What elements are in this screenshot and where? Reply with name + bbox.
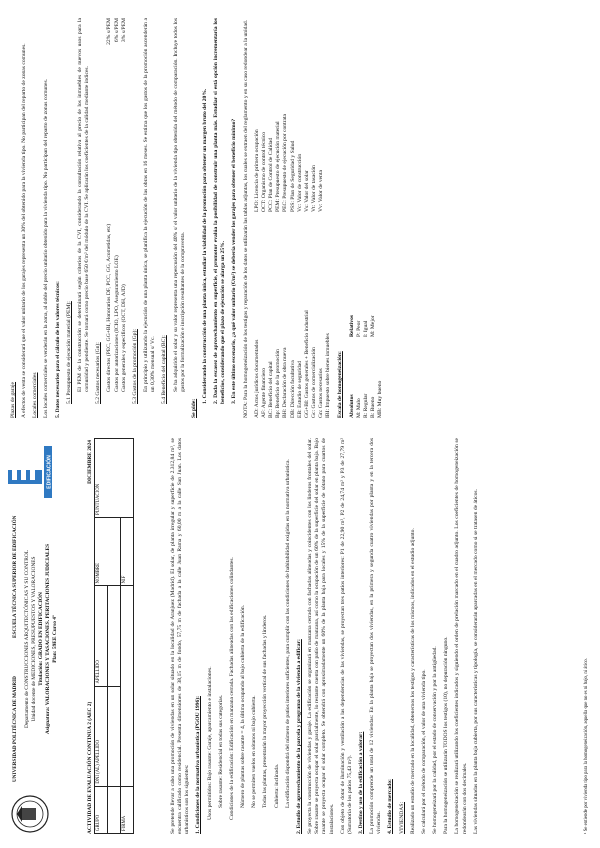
section-1-title: 1. Condiciones de la normativa urbanística (PGOU 1996):: [195, 696, 202, 834]
university-name: UNIVERSIDAD POLITÉCNICA DE MADRID: [12, 676, 18, 782]
edificacion-logo-icon: [8, 444, 54, 500]
course-info: [24, 504, 59, 774]
ask-item: 1. Considerando la construcción de una planta única, estudiar la viabilidad de la promoción para obtener un margen bruto del 20%.: [201, 88, 208, 404]
abbr-item: OCT: Organismo de control técnico: [260, 131, 267, 212]
s4-label: VIVIENDAS:: [398, 801, 405, 834]
expense-row: [114, 18, 121, 418]
ask-item: 3. En este último escenario, ¿a qué valor unitario (€/m²) se debería vender los garajes para obtener el beneficio mínimo?: [231, 118, 238, 404]
scale-item: R: Regular: [362, 393, 369, 418]
scale-header: Relativos: [348, 314, 355, 337]
s51-paragraph: El PEM de la construcción se determinará según criterios de la CVI, considerando la consultación relativa al precio de los inmuebles de nuevos usos para la comunidad y pendiente. Se tomará como precio base 650 €/m² del módulo de la CVI. Se aplicarán los coeficientes de la calidad mediante índices.: [76, 18, 91, 392]
scale-item: I: Igual: [362, 320, 369, 337]
abbr-item: Vv: Valor de venta: [318, 170, 325, 212]
table-row: [95, 439, 108, 834]
s4-paragraph: Las viviendas situadas en la planta baja cubierta, por sus características y tipología, se considerarán aparcadas en el mercado como si se tratasen de áticos.: [472, 489, 479, 834]
garages-paragraph: A efectos de venta se considerará que el valor unitario de los garajes representa un 30% del obtenido para la vivienda tipo. No participan del reparto de zonas comunes.: [21, 43, 28, 418]
department-line: Departamento de CONSTRUCCIONES ARQUITECTÓNICAS Y SU CONTROL: [24, 549, 30, 729]
s1-line: La edificación dispondrá del número de patios interiores suficientes, para cumplir con las condiciones de habitabilidad exigidas en la normativa urbanística.: [284, 459, 291, 808]
s4-paragraph: Para la homogeneización se utilizarán TODOS los testigos (10), no depuración ninguno.: [443, 636, 450, 834]
section-3-title: 3. Destino y uso de la edificación a valorar:: [357, 731, 364, 834]
s54-paragraph: Se ha adquirido el solar y su valor representa una repercusión del 40% s/ el valor unitario de la vivienda tipo obtenida del método de comparación. Incluye todos los gastos por la formalización e inscripción resultantes de la compraventa.: [172, 18, 186, 392]
subject-line: Asignatura: VALORACIONES Y TASACIONES. PERITACIONES JUDICIALES: [45, 543, 52, 735]
cell-score-header: PUNTUACIÓN: [95, 439, 134, 518]
s3-paragraph: La promoción comprende un total de 12 viviendas: En la planta baja se proyectan dos viviendas, en la primera y segunda cuatro viviendas por planta y en la tercera dos viviendas.: [369, 438, 383, 834]
s53-paragraph: En principio y utilizando la ejecución de una planta única, se planifica la ejecución de las obras en 16 meses. Se estima que los gastos de la promoción ascenderán a un 0,30% mensual s/ Vc.: [143, 18, 157, 392]
s1-line: Usos permitidos: Bajo rasante: Garaje, aparcamiento e instalaciones.: [206, 666, 213, 820]
footnote: ¹ Se entiende por vivienda tipo para la homogeneización, aquella que no es ni bajo, ni ático.: [583, 658, 589, 834]
abbr-item: DB: Dirección facultativa: [289, 360, 296, 418]
right-body-text: [10, 18, 384, 418]
right-column: [10, 18, 592, 418]
s4-paragraph: La homogeneización se realizará utilizando los coeficientes indicados y siguiendo el orden de prelación marcado en el cuadro adjunto. Los coeficientes de homogeneización se redondearán con dos decimales.: [454, 438, 468, 834]
s1-line: Cubierta: inclinada.: [273, 763, 280, 808]
cell-dni-value[interactable]: [108, 686, 121, 786]
section-2-title: 2. Estudio de aprovechamiento de la parcela y programa de la vivienda a edificar:: [295, 639, 302, 834]
scale-header: Absolutos: [348, 394, 355, 418]
ask-item: 2. Dada la escasez de aprovechamiento en superficie, el promotor evalúa la posibilidad de construir una planta más. Estudiar si está opción incrementaría los beneficios, considerando que el plazo de ejecución se alarga un 25%.: [213, 18, 227, 404]
s1-line: No se permiten vuelos en sótanos ni bajo cubierta.: [251, 695, 258, 808]
s1-line: Sobre rasante: Residencial en todas sus categorías.: [217, 694, 224, 808]
cell-name-header: NOMBRE: [95, 518, 121, 586]
abbr-item: Bp: Beneficio de la promoción: [275, 349, 282, 418]
s2-paragraph: Con objeto de dotar de iluminación y ventilación a las dependencias de las viviendas, se proyectan tres patios interiores: P1 de 22,90 m², P2 de 24,74 m² y P3 de 27,79 m² (Sumatoria de los patios 75,43 m²).: [339, 438, 353, 834]
scale-item: MB: Muy bueno: [377, 380, 384, 418]
locales-title: Locales comerciales: [32, 372, 39, 418]
abbr-item: Vs: Valor del solar: [303, 170, 310, 212]
scale-title: Escala de homogeneización:: [337, 351, 344, 418]
s2-paragraph: Se proyecta la construcción de viviendas y garaje. La edificación se organizará en manzana cerrada con fachadas alineadas y coincidentes con los linderos frontales del solar. Sobre rasante se proyecta ocupar el solar parcialmente, lo restante cuenta con patio de manzana, así como la ocupación de un 60% de la superficie del solar en planta baja. Bajo rasante se proyecta ocupar el solar completo. Se obtendrá con aproximadamente un 60% de la planta baja para locales y 15% de la superficie de sótano para cuartos de instalaciones.: [307, 438, 335, 834]
abbr-item: PEM: Presupuesto de ejecución material: [275, 121, 282, 212]
intro-paragraph: Se pretende llevar a cabo una promoción de viviendas en un solar situado en la localidad de Aranjuez (Madrid). El solar, de planta irregular y superficie de 2.312,84 m², se encuentra calificado como residencial. Presenta dimensiones de 38,15 m de fondo, 57,75 m de fachada a la calle Juan Rama y 60,00 m a la calle San Juan. Los datos urbanísticos son los siguientes:: [170, 438, 191, 834]
abbr-item: Vt: Valor de tasación: [311, 165, 317, 212]
expense-label: Gastos generales y especificos (OCT, DH, AJD): [120, 284, 127, 392]
s51-title: 5.1 Presupuesto de ejecución material (PEM):: [65, 301, 72, 404]
abbr-item: IBI: Impuesto sobre bienes inmuebles: [325, 333, 332, 418]
abbr-item: PSS: Plan de Seguridad y Salud: [289, 140, 296, 212]
abbr-right-list: [254, 18, 333, 212]
abbr-item: AF: Agente financiero: [260, 367, 267, 418]
logo-wordmark: EDIFICACIÓN: [46, 455, 53, 489]
cell-nif-label: NIF: [121, 518, 134, 586]
abbr-item: LPO: Licencia de primera ocupación: [253, 129, 260, 212]
abbr-item: PCC: Plan de Control de Calidad: [268, 137, 275, 212]
unit-line: Unidad docente de MEDICIONES, PRESUPUESTOS Y VALORACIONES: [31, 556, 38, 722]
section-5-title: 5. Datos necesarios para el cálculo de los valores técnicos:: [54, 281, 61, 418]
s1-line: Condiciones de la edificación: Edificación en manzana cerrada. Fachadas alineadas con las edificaciones colindantes.: [228, 557, 235, 820]
scale-table: [349, 268, 385, 418]
s4-paragraph: Realizado un estudio de mercado en la localidad, obtenemos los testigos y características de los mismos, indicados en el estudio adjunto.: [409, 528, 416, 834]
expense-value: 3% s/PEM: [120, 18, 127, 43]
university-seal-icon: [10, 794, 50, 834]
s52-title: 5.2 Gastos necesarios (Gn):: [95, 342, 102, 404]
s1-line: Número de plantas sobre rasante = 4, la última ocupando al bajo cubierta de la edificación.: [240, 604, 247, 808]
s4-paragraph: Se calculará por el método de comparación, el valor de una vivienda tipo.: [420, 669, 427, 834]
plan-line: Plan: 59EE Curso 4º: [52, 615, 59, 663]
cell-group-value[interactable]: [108, 786, 121, 833]
evaluation-date: DICIEMBRE 2024: [87, 440, 93, 484]
expense-label: Gastos directos (PEC, GG+BI, Honorarios DF, PCC, GG, Acometidas, etc): [106, 223, 113, 392]
note-paragraph: NOTA: Para la homogeneización de los testigos y reparación de los datos se utilizarán las tablas adjuntas, los cuales se extraen del reglamento y en su caso redondear a la unidad.: [242, 19, 249, 418]
document-header: [10, 438, 88, 834]
section-4-title: 4. Estudio de mercado:: [387, 779, 394, 834]
abbr-item: BH: Declaración de obra nueva: [282, 347, 289, 418]
abbr-item: PEC: Presupuesto de ejecución por contrata: [282, 113, 289, 212]
expense-label: Gastos por autorizaciones (ICIO, LPO, Aseguramiento LOE): [113, 255, 120, 392]
school-name: ESCUELA TÉCNICA SUPERIOR DE EDIFICACIÓN: [12, 515, 18, 638]
scale-item: P: Peor: [355, 320, 362, 337]
abbr-item: AD: Actos jurídicos documentados: [253, 339, 260, 418]
cell-surname-value[interactable]: [108, 586, 121, 686]
evaluation-title: ACTIVIDAD DE EVALUACIÓN CONTINUA 2 (AEC 2): [87, 701, 93, 834]
abbr-item: Gc: Gastos de comercialización: [311, 347, 317, 418]
cell-group-header: GRUPO: [95, 786, 108, 833]
s53-title: 5.3 Gastos de la promoción (Gp):: [131, 329, 138, 404]
abbr-item: BC: Beneficio del capital: [268, 361, 275, 418]
student-id-table: [94, 438, 134, 834]
cell-surname-header: APELLIDO: [95, 586, 108, 686]
cell-dni-header: DNI (AL) APELLIDO: [95, 686, 108, 786]
cell-sign-value[interactable]: [121, 586, 134, 786]
left-column: [10, 438, 592, 834]
scale-item: M: Malo: [355, 398, 362, 418]
expense-row: [121, 18, 128, 418]
left-body-text: [170, 438, 484, 834]
scale-item: M: Mejor: [370, 315, 377, 337]
abbr-left-list: [254, 224, 333, 418]
locales-paragraph: Los locales comerciales se venderán en la zona, al doble del precio unitario obtenido para la vivienda tipo. No participan del reparto de zonas comunes.: [43, 78, 50, 418]
abbreviations: [254, 18, 333, 418]
abbr-item: Gn: Gastos necesarios: [318, 368, 325, 418]
scale-rel-col: [349, 268, 385, 337]
expense-row: [106, 18, 113, 418]
course-line: Titulación: GRADO EN EDIFICACIÓN: [38, 592, 45, 686]
s1-line: Todas las plantas, presentarán la mayor proyección vertical de sus fachadas y linderos.: [262, 614, 269, 808]
abbr-item: GG+BI: Gastos generales + Beneficio industrial: [303, 310, 310, 418]
abbr-item: EB: Estudio de seguridad: [296, 360, 303, 418]
garages-title: Plazas de garaje: [10, 381, 16, 418]
expense-value: 6% s/PEM: [113, 18, 120, 43]
s4-paragraph: Se homogeneizará por la calidad, por el estado de conservación y por la antigüedad.: [432, 646, 439, 834]
asks-title: Se pide:: [190, 398, 197, 418]
scale-abs-col: [349, 349, 385, 418]
s54-title: 5.4 Beneficio del capital (BC):: [161, 335, 168, 404]
scale-item: B: Bueno: [370, 396, 377, 418]
cell-sign-label: FIRMA: [121, 786, 134, 833]
expense-value: 22% s/PEM: [106, 18, 113, 45]
abbr-item: Vc: Valor de construcción: [296, 153, 303, 212]
